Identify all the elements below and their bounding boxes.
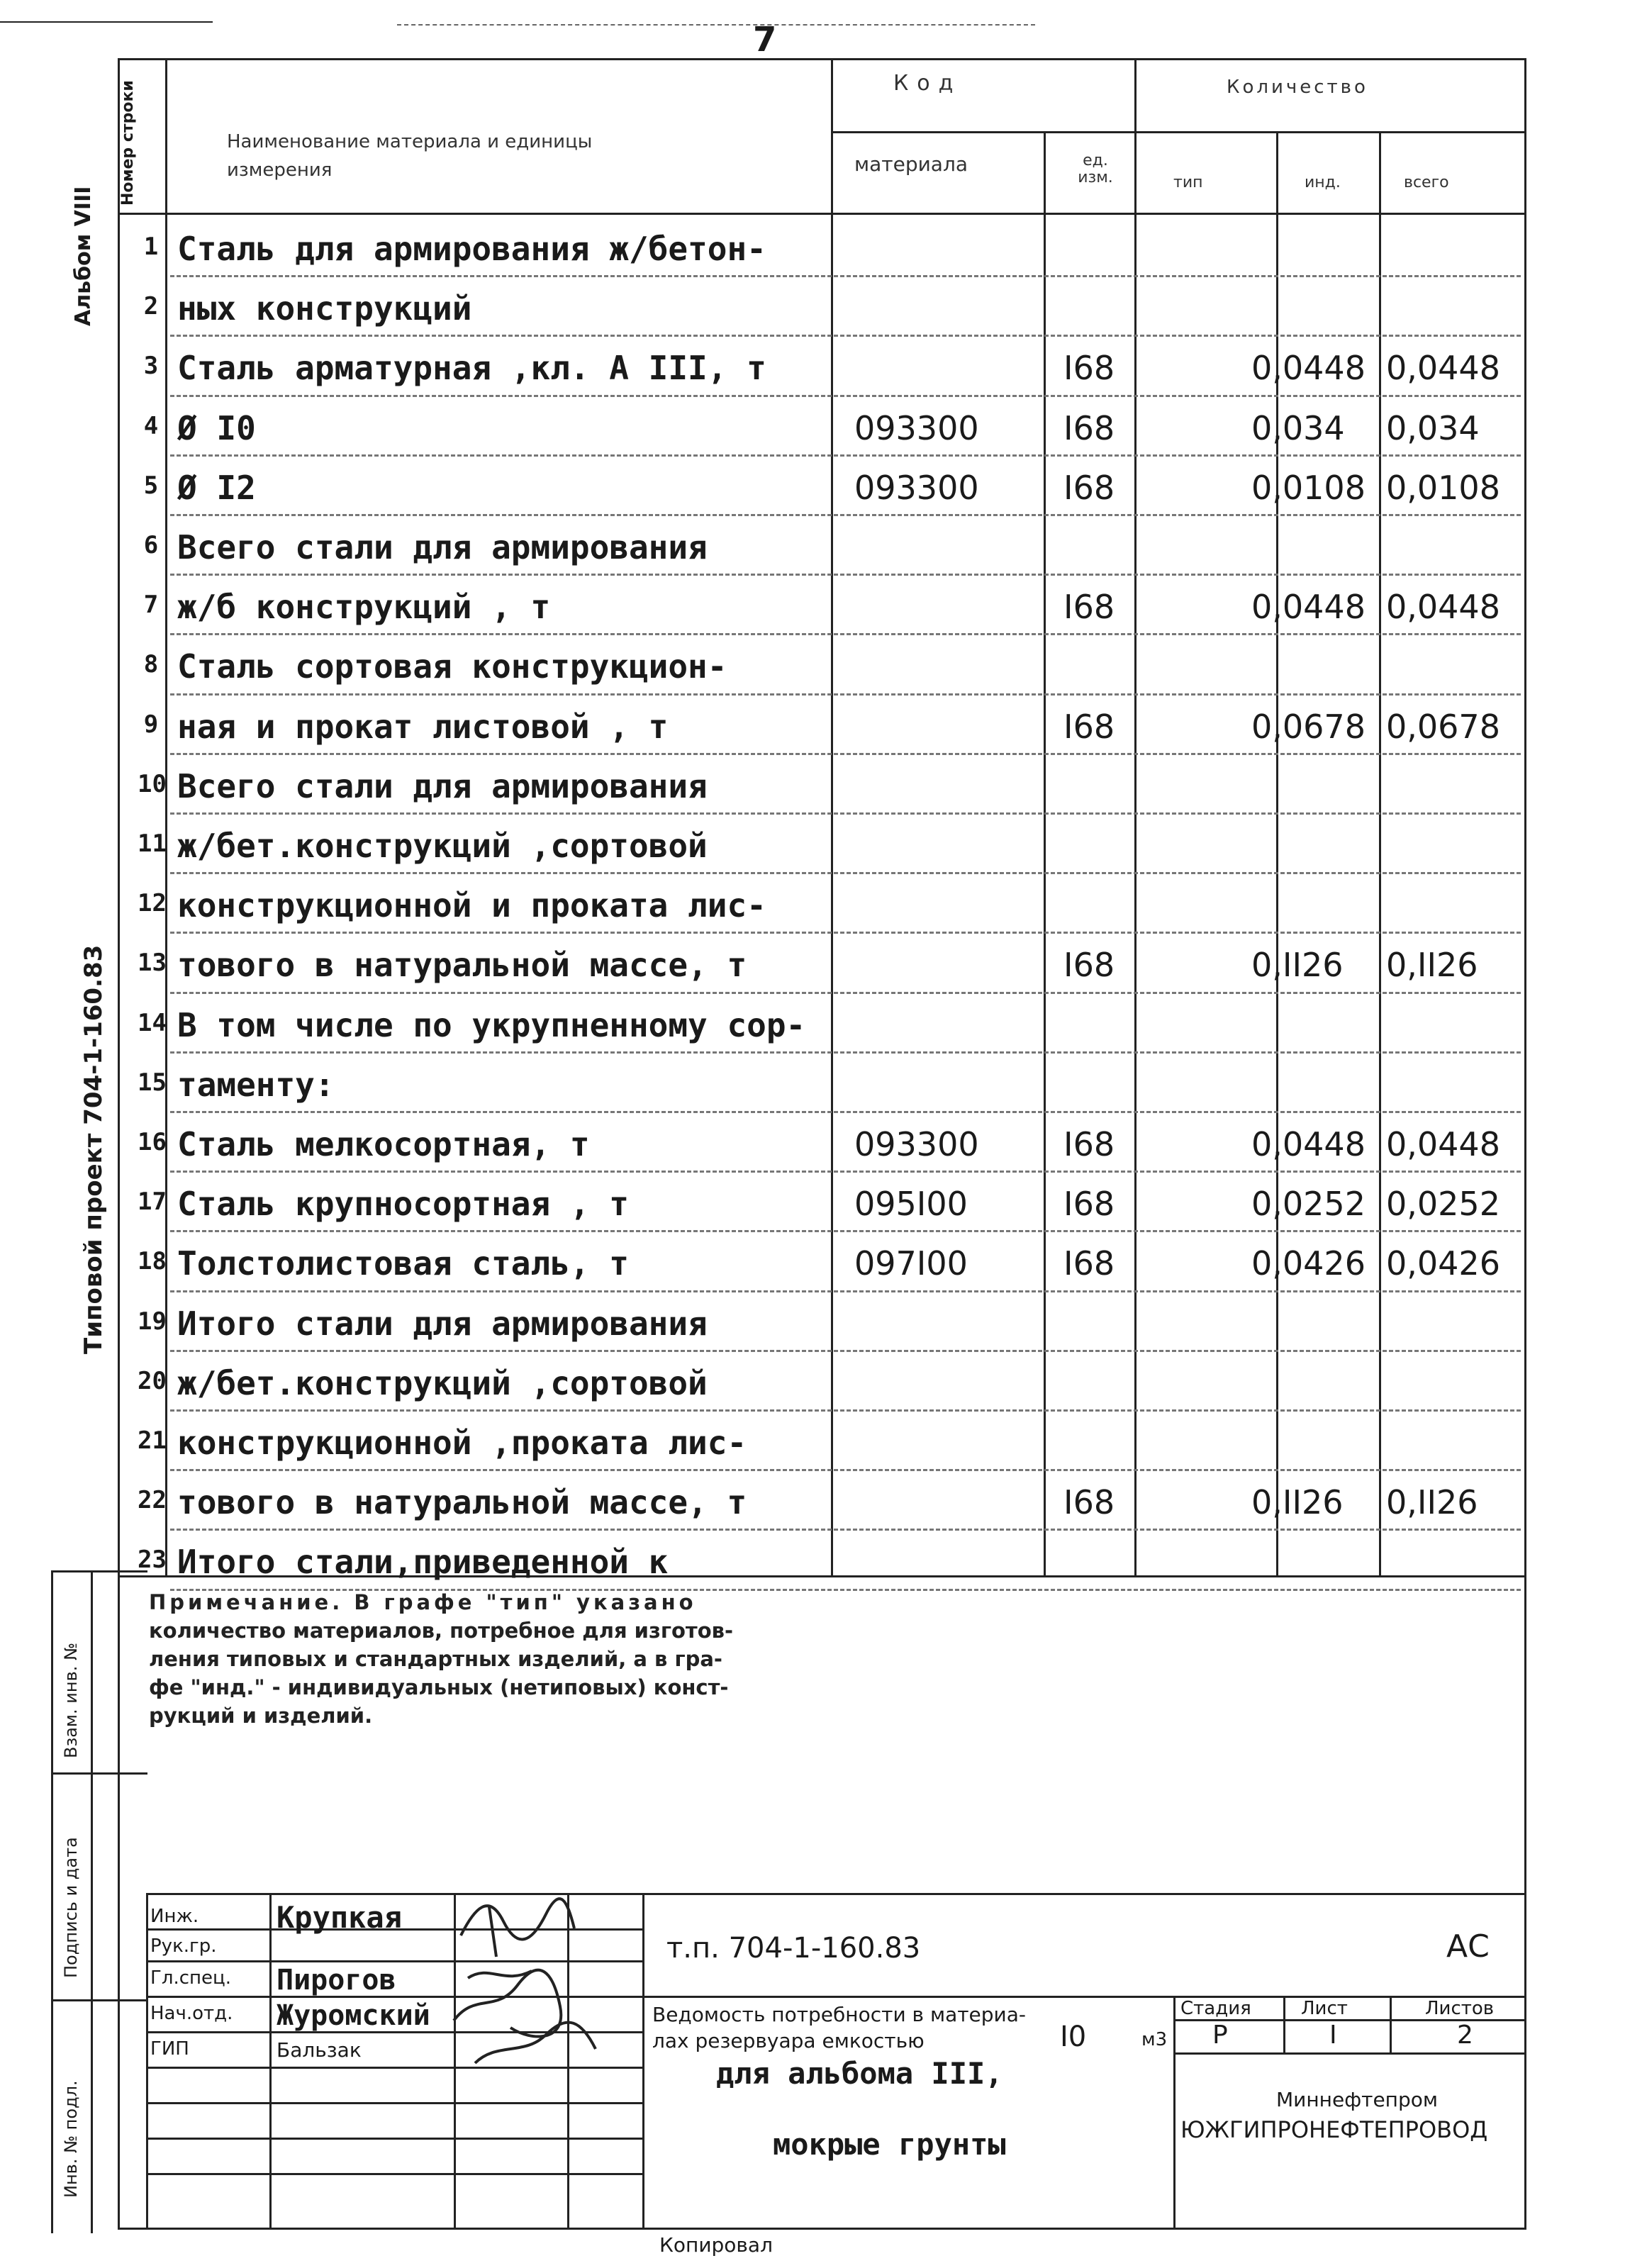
tb-volume: I0 (1060, 2021, 1087, 2053)
header-kod-material: материала (854, 152, 968, 176)
tb-sheet-label: Лист (1301, 1998, 1348, 2019)
row-separator (170, 872, 1521, 874)
row-separator (170, 1350, 1521, 1352)
frame-top (118, 58, 1526, 60)
row-number: 20 (138, 1366, 167, 1395)
header-tip: тип (1173, 174, 1203, 191)
col-mat-line (1044, 131, 1046, 1575)
row-material-code: 097I00 (854, 1244, 968, 1283)
row-name: Сталь арматурная ,кл. А III, т (177, 349, 766, 388)
tb-stage-bottom (1173, 2052, 1526, 2055)
tb-role-col (269, 1893, 272, 2228)
row-name: В том числе по укрупненному сор- (177, 1005, 806, 1044)
header-kod: Код (893, 71, 962, 96)
tb-doc-code: т.п. 704-1-160.83 (666, 1932, 921, 1965)
tb-name-3: Пирогов (277, 1964, 396, 1996)
row-separator (170, 1111, 1521, 1113)
row-number: 16 (138, 1128, 167, 1156)
tb-role-3: Гл.спец. (150, 1967, 231, 1989)
frame-left (118, 58, 120, 2228)
row-name: Итого стали,приведенной к (177, 1543, 669, 1582)
row-ind-qty: 0,0448 (1251, 1125, 1366, 1163)
row-unit-code: I68 (1063, 946, 1115, 985)
row-total-qty: 0,II26 (1386, 1483, 1478, 1522)
row-material-code: 093300 (854, 1125, 979, 1163)
row-number: 11 (138, 829, 167, 858)
row-separator (170, 1290, 1521, 1292)
tb-role-1: Инж. (150, 1906, 199, 1927)
project-label: Типовой проект 704-1-160.83 (79, 944, 108, 1354)
row-separator (170, 992, 1521, 994)
row-name: Сталь сортовая конструкцион- (177, 647, 727, 686)
tb-mark: АС (1446, 1928, 1490, 1965)
frame-right (1524, 58, 1526, 2228)
row-total-qty: 0,0448 (1386, 1125, 1500, 1163)
tb-org: ЮЖГИПРОНЕФТЕПРОВОД (1180, 2116, 1488, 2143)
header-total: всего (1404, 174, 1449, 191)
row-separator (170, 395, 1521, 397)
tb-ministry: Миннефтепром (1276, 2088, 1439, 2111)
row-separator (170, 574, 1521, 576)
row-number: 15 (138, 1068, 167, 1097)
row-ind-qty: 0,034 (1251, 408, 1345, 447)
row-total-qty: 0,0448 (1386, 588, 1500, 627)
row-name: Всего стали для армирования (177, 766, 708, 805)
tb-volume-unit: м3 (1141, 2029, 1168, 2050)
margin-box-div1 (51, 1772, 147, 1775)
row-total-qty: 0,0448 (1386, 349, 1500, 388)
row-unit-code: I68 (1063, 349, 1115, 388)
row-name: Итого стали для армирования (177, 1304, 708, 1343)
tb-date-col (642, 1893, 644, 2228)
vzam-inv-label: Взам. инв. № (61, 1643, 81, 1758)
row-separator (170, 454, 1521, 457)
row-separator (170, 633, 1521, 635)
row-number: 19 (138, 1307, 167, 1336)
row-separator (170, 1051, 1521, 1054)
header-bottom-line (118, 213, 1526, 215)
tb-sheet: I (1329, 2021, 1337, 2050)
tb-doc-title-4: мокрые грунты (773, 2127, 1006, 2162)
row-name: Всего стали для армирования (177, 528, 708, 566)
row-total-qty: 0,II26 (1386, 946, 1478, 985)
header-ind: инд. (1305, 174, 1341, 191)
row-ind-qty: 0,0678 (1251, 707, 1366, 746)
margin-box-mid (91, 1570, 93, 2233)
frame-bottom (118, 2228, 1526, 2230)
header-sub-line (831, 131, 1526, 133)
row-number: 7 (143, 591, 159, 620)
row-ind-qty: 0,0448 (1251, 588, 1366, 627)
row-name: конструкционной ,проката лис- (177, 1424, 747, 1462)
row-total-qty: 0,034 (1386, 408, 1480, 447)
tb-stage: Р (1212, 2021, 1228, 2050)
row-name: Сталь для армирования ж/бетон- (177, 230, 766, 268)
row-number: 21 (138, 1426, 167, 1455)
tb-name-4: Журомский (277, 1999, 430, 2032)
col-rownum-line (165, 58, 167, 1575)
tb-row-8 (146, 2173, 642, 2175)
row-number: 9 (143, 710, 159, 739)
row-ind-qty: 0,0448 (1251, 349, 1366, 388)
col-name-line (831, 58, 833, 1575)
row-material-code: 093300 (854, 408, 979, 447)
row-name: Ø I0 (177, 408, 256, 447)
tb-role-5: ГИП (150, 2038, 189, 2060)
tb-sheet-col (1283, 1996, 1285, 2052)
header-row-no: Номер строки (119, 80, 137, 206)
row-ind-qty: 0,0426 (1251, 1244, 1366, 1283)
row-number: 12 (138, 889, 167, 918)
tb-sheets-label: Листов (1425, 1998, 1495, 2019)
note-line-2: количество материалов, потребное для изготов- (149, 1619, 734, 1643)
row-name: ная и прокат листовой , т (177, 707, 669, 746)
inv-podl-label: Инв. № подл. (61, 2080, 81, 2198)
top-noise-line (0, 21, 213, 23)
row-unit-code: I68 (1063, 1244, 1115, 1283)
col-ind-line (1379, 131, 1381, 1575)
row-number: 4 (143, 411, 159, 440)
margin-box-top (51, 1570, 147, 1572)
tb-role-2: Рук.гр. (150, 1935, 217, 1957)
row-material-code: 095I00 (854, 1185, 968, 1224)
row-unit-code: I68 (1063, 707, 1115, 746)
col-unit-line (1134, 58, 1137, 1575)
col-tip-line (1276, 131, 1278, 1575)
tb-row-6 (146, 2102, 642, 2104)
row-number: 13 (138, 949, 167, 978)
tb-stage-label: Стадия (1180, 1998, 1251, 2019)
row-number: 5 (143, 471, 159, 500)
tb-top-line (146, 1893, 1526, 1895)
row-separator (170, 1409, 1521, 1412)
row-number: 1 (143, 233, 159, 261)
header-kod-unit: ед. изм. (1078, 152, 1113, 186)
row-number: 6 (143, 531, 159, 559)
row-name: Ø I2 (177, 468, 256, 507)
row-number: 10 (138, 769, 167, 798)
tb-left-line (146, 1893, 148, 2228)
note-line-4: фе "инд." - индивидуальных (нетиповых) конст- (149, 1675, 729, 1699)
tb-doc-title-3: для альбома III, (716, 2056, 1003, 2091)
row-number: 23 (138, 1546, 167, 1575)
row-separator (170, 693, 1521, 696)
header-kolichestvo: Количество (1227, 77, 1368, 98)
podpis-data-label: Подпись и дата (61, 1837, 81, 1978)
row-total-qty: 0,0108 (1386, 468, 1500, 507)
footer-copied: Копировал (659, 2233, 773, 2257)
tb-stage-col (1173, 1996, 1176, 2228)
row-separator (170, 1529, 1521, 1531)
note-line-3: ления типовых и стандартных изделий, а в гра- (149, 1647, 722, 1671)
row-name: Сталь крупносортная , т (177, 1185, 629, 1224)
tb-sheets: 2 (1457, 2021, 1473, 2050)
header-name: Наименование материала и единицы измерения (227, 131, 593, 181)
tb-role-4: Нач.отд. (150, 2003, 233, 2024)
row-separator (170, 335, 1521, 337)
row-separator (170, 812, 1521, 815)
album-label: Альбом VIII (71, 186, 96, 326)
row-unit-code: I68 (1063, 468, 1115, 507)
note-line-1: Примечание. В графе "тип" указано (149, 1590, 697, 1614)
row-separator (170, 753, 1521, 755)
row-name: тового в натуральной массе, т (177, 1483, 747, 1522)
page-number: 7 (753, 20, 777, 60)
row-number: 3 (143, 352, 159, 381)
tb-doc-title-2: лах резервуара емкостью (652, 2029, 925, 2052)
row-number: 14 (138, 1008, 167, 1037)
top-noise-dashes (397, 24, 1035, 26)
row-ind-qty: 0,0108 (1251, 468, 1366, 507)
row-name: ж/бет.конструкций ,сортовой (177, 827, 708, 865)
row-unit-code: I68 (1063, 1483, 1115, 1522)
signatures (447, 1879, 610, 2091)
row-material-code: 093300 (854, 468, 979, 507)
margin-box-div2 (51, 1999, 147, 2001)
row-total-qty: 0,0426 (1386, 1244, 1500, 1283)
row-name: тового в натуральной массе, т (177, 946, 747, 985)
row-name: ных конструкций (177, 289, 472, 328)
row-separator (170, 275, 1521, 277)
row-name: Сталь мелкосортная, т (177, 1125, 590, 1163)
row-number: 2 (143, 292, 159, 321)
row-number: 22 (138, 1486, 167, 1515)
row-separator (170, 514, 1521, 516)
tb-name-5: Бальзак (277, 2038, 362, 2062)
row-number: 8 (143, 650, 159, 679)
tb-name-1: Крупкая (277, 1900, 403, 1935)
row-ind-qty: 0,II26 (1251, 946, 1344, 985)
row-total-qty: 0,0678 (1386, 707, 1500, 746)
margin-box-left (51, 1570, 53, 2233)
row-name: конструкционной и проката лис- (177, 886, 766, 925)
row-name: Толстолистовая сталь, т (177, 1244, 629, 1283)
row-name: таменту: (177, 1065, 335, 1104)
row-unit-code: I68 (1063, 1125, 1115, 1163)
tb-doc-title-1: Ведомость потребности в материа- (652, 2003, 1026, 2026)
note-block (149, 1588, 733, 1730)
row-name: ж/б конструкций , т (177, 588, 551, 627)
row-unit-code: I68 (1063, 588, 1115, 627)
row-unit-code: I68 (1063, 1185, 1115, 1224)
row-separator (170, 1469, 1521, 1471)
tb-row-7 (146, 2138, 642, 2140)
row-separator (170, 1171, 1521, 1173)
row-ind-qty: 0,II26 (1251, 1483, 1344, 1522)
row-total-qty: 0,0252 (1386, 1185, 1500, 1224)
row-separator (170, 1230, 1521, 1232)
row-number: 17 (138, 1188, 167, 1217)
row-separator (170, 932, 1521, 934)
row-ind-qty: 0,0252 (1251, 1185, 1366, 1224)
row-number: 18 (138, 1247, 167, 1276)
row-name: ж/бет.конструкций ,сортовой (177, 1363, 708, 1402)
row-unit-code: I68 (1063, 408, 1115, 447)
note-line-5: рукций и изделий. (149, 1704, 373, 1728)
tb-sheets-col (1390, 1996, 1392, 2052)
